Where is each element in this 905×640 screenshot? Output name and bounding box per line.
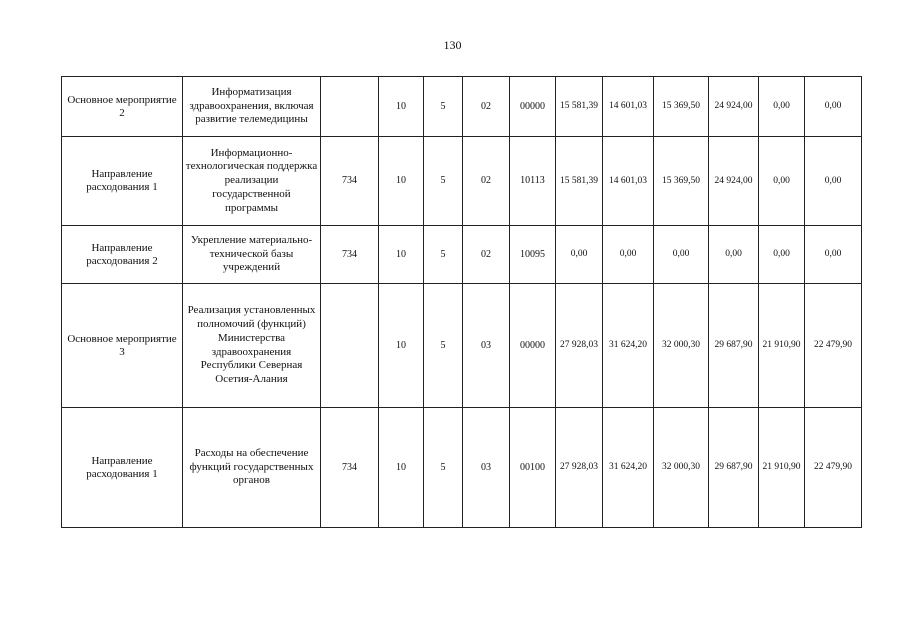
section-code: 10 xyxy=(379,77,424,137)
section-code: 10 xyxy=(379,284,424,408)
row-name: Информационно-технологическая поддержка реализации государственной программы xyxy=(183,137,321,226)
subsection-code: 5 xyxy=(424,137,463,226)
section-code: 10 xyxy=(379,408,424,528)
subsection-code: 5 xyxy=(424,226,463,284)
value-cell: 22 479,90 xyxy=(805,284,862,408)
table-row xyxy=(62,77,862,137)
grbs-code xyxy=(321,284,379,408)
row-kind: Направление расходования 2 xyxy=(62,226,183,284)
grbs-code: 734 xyxy=(321,408,379,528)
row-kind: Направление расходования 1 xyxy=(62,137,183,226)
value-cell: 29 687,90 xyxy=(709,408,759,528)
target-code-part: 02 xyxy=(463,226,510,284)
row-name: Информатизация здравоохранения, включая развитие телемедицины xyxy=(183,77,321,137)
value-cell: 24 924,00 xyxy=(709,137,759,226)
target-code-suffix: 00100 xyxy=(510,408,556,528)
grbs-code: 734 xyxy=(321,226,379,284)
row-kind: Направление расходования 1 xyxy=(62,408,183,528)
value-cell: 27 928,03 xyxy=(556,284,603,408)
value-cell: 15 369,50 xyxy=(654,137,709,226)
row-name: Укрепление материально-технической базы учреждений xyxy=(183,226,321,284)
subsection-code: 5 xyxy=(424,408,463,528)
value-cell: 27 928,03 xyxy=(556,408,603,528)
value-cell: 15 581,39 xyxy=(556,137,603,226)
value-cell: 0,00 xyxy=(759,226,805,284)
target-code-part: 02 xyxy=(463,137,510,226)
row-kind: Основное мероприятие 2 xyxy=(62,77,183,137)
value-cell: 24 924,00 xyxy=(709,77,759,137)
value-cell: 15 369,50 xyxy=(654,77,709,137)
section-code: 10 xyxy=(379,226,424,284)
subsection-code: 5 xyxy=(424,77,463,137)
table-row xyxy=(62,408,862,528)
table-row xyxy=(62,226,862,284)
target-code-suffix: 00000 xyxy=(510,284,556,408)
grbs-code: 734 xyxy=(321,137,379,226)
value-cell: 0,00 xyxy=(603,226,654,284)
value-cell: 22 479,90 xyxy=(805,408,862,528)
value-cell: 0,00 xyxy=(556,226,603,284)
table-row xyxy=(62,284,862,408)
target-code-suffix: 00000 xyxy=(510,77,556,137)
page-number: 130 xyxy=(443,38,462,52)
value-cell: 0,00 xyxy=(654,226,709,284)
target-code-part: 03 xyxy=(463,408,510,528)
target-code-suffix: 10113 xyxy=(510,137,556,226)
row-kind: Основное мероприятие 3 xyxy=(62,284,183,408)
value-cell: 31 624,20 xyxy=(603,284,654,408)
value-cell: 15 581,39 xyxy=(556,77,603,137)
value-cell: 0,00 xyxy=(709,226,759,284)
value-cell: 0,00 xyxy=(759,77,805,137)
value-cell: 21 910,90 xyxy=(759,408,805,528)
value-cell: 0,00 xyxy=(805,77,862,137)
subsection-code: 5 xyxy=(424,284,463,408)
target-code-suffix: 10095 xyxy=(510,226,556,284)
value-cell: 0,00 xyxy=(805,226,862,284)
value-cell: 32 000,30 xyxy=(654,408,709,528)
target-code-part: 02 xyxy=(463,77,510,137)
row-name: Реализация установленных полномочий (функций) Министерства здравоохранения Республики Северная Осетия-Алания xyxy=(183,284,321,408)
value-cell: 0,00 xyxy=(805,137,862,226)
grbs-code xyxy=(321,77,379,137)
row-name: Расходы на обеспечение функций государственных органов xyxy=(183,408,321,528)
budget-table xyxy=(61,76,862,528)
target-code-part: 03 xyxy=(463,284,510,408)
value-cell: 29 687,90 xyxy=(709,284,759,408)
value-cell: 14 601,03 xyxy=(603,77,654,137)
table-row xyxy=(62,137,862,226)
value-cell: 31 624,20 xyxy=(603,408,654,528)
value-cell: 21 910,90 xyxy=(759,284,805,408)
value-cell: 14 601,03 xyxy=(603,137,654,226)
section-code: 10 xyxy=(379,137,424,226)
value-cell: 32 000,30 xyxy=(654,284,709,408)
value-cell: 0,00 xyxy=(759,137,805,226)
